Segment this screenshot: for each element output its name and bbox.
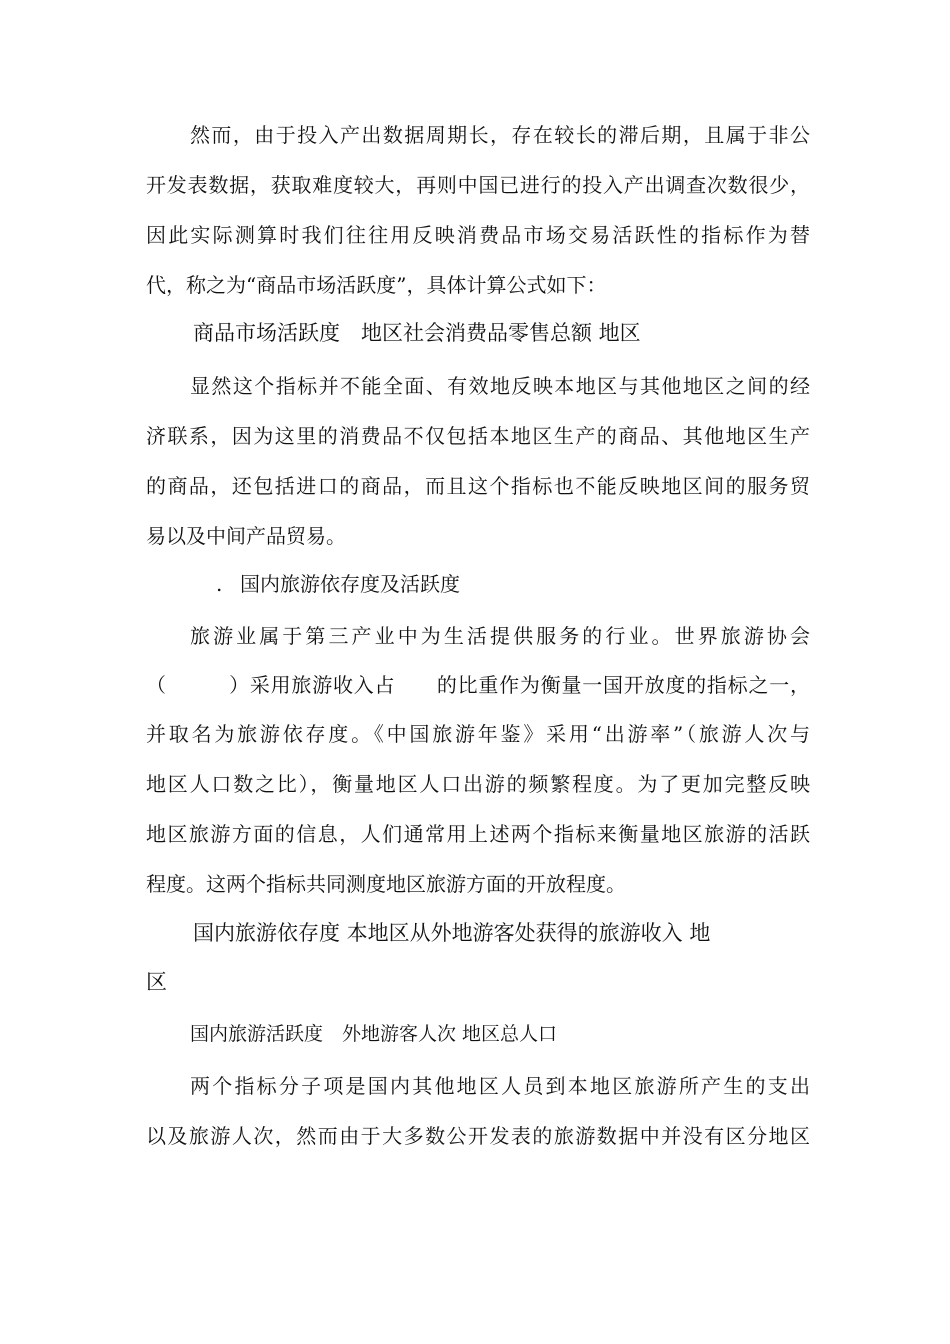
text-line: 易以及中间产品贸易。 <box>146 524 346 548</box>
text-line: 然而，由于投入产出数据周期长，存在较长的滞后期，且属于非公 <box>190 123 810 147</box>
text-line: 地区旅游方面的信息，人们通常用上述两个指标来衡量地区旅游的活跃 <box>146 822 810 846</box>
text-line: 显然这个指标并不能全面、有效地反映本地区与其他地区之间的经 <box>190 374 810 398</box>
text-line: 因此实际测算时我们往往用反映消费品市场交易活跃性的指标作为替 <box>146 223 810 247</box>
formula-market-activity: 商品市场活跃度 地区社会消费品零售总额 地区 <box>193 321 641 345</box>
text-line: 开发表数据，获取难度较大，再则中国已进行的投入产出调查次数很少， <box>146 173 810 197</box>
text-line: 济联系，因为这里的消费品不仅包括本地区生产的商品、其他地区生产 <box>146 424 810 448</box>
section-title: 国内旅游依存度及活跃度 <box>240 572 460 596</box>
text-line: 旅游业属于第三产业中为生活提供服务的行业。世界旅游协会 <box>190 624 810 648</box>
text-line: （ ）采用旅游收入占 的比重作为衡量一国开放度的指标之一， <box>146 673 810 697</box>
formula-tourism-activity: 国内旅游活跃度 外地游客人次 地区总人口 <box>190 1023 558 1045</box>
formula-line: 区 <box>146 970 167 994</box>
text-line: 以及旅游人次，然而由于大多数公开发表的旅游数据中并没有区分地区 <box>146 1124 810 1148</box>
text-line: 程度。这两个指标共同测度地区旅游方面的开放程度。 <box>146 872 626 896</box>
text-line: 的商品，还包括进口的商品，而且这个指标也不能反映地区间的服务贸 <box>146 474 810 498</box>
text-line: 地区人口数之比），衡量地区人口出游的频繁程度。为了更加完整反映 <box>146 772 810 796</box>
text-line: 两个指标分子项是国内其他地区人员到本地区旅游所产生的支出 <box>190 1074 810 1098</box>
text-line: 代，称之为“商品市场活跃度”，具体计算公式如下： <box>146 273 607 297</box>
section-number: . <box>216 572 223 596</box>
text-line: 并取名为旅游依存度。《中国旅游年鉴》采用“出游率”（旅游人次与 <box>146 722 810 746</box>
formula-line: 国内旅游依存度 本地区从外地游客处获得的旅游收入 地 <box>193 921 711 945</box>
